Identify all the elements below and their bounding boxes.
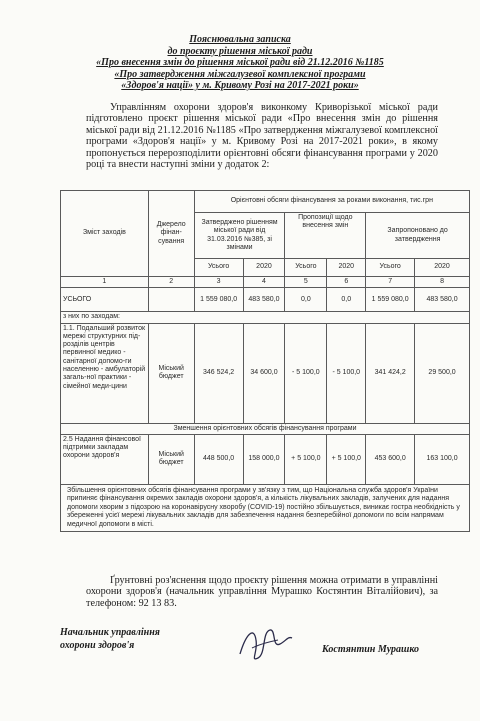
- th-year: 2020: [243, 259, 285, 277]
- table-cell: + 5 100,0: [285, 434, 327, 484]
- table-cell: 163 100,0: [415, 434, 470, 484]
- empty-cell: [148, 288, 194, 312]
- total-label: УСЬОГО: [61, 288, 149, 312]
- source-cell: Міський бюджет: [148, 323, 194, 423]
- title-line-1: Пояснювальна записка: [189, 34, 291, 45]
- table-cell: 29 500,0: [415, 323, 470, 423]
- of-which-caption: з них по заходам:: [61, 312, 470, 323]
- closing-paragraph: Ґрунтовні роз'яснення щодо проєкту рішення можна отримати в управлінні охорони здоров'я (начальник управління Мурашко Костянтин Віталійович), за телефоном: 92 13 83.: [86, 575, 438, 609]
- table-row: [61, 434, 470, 484]
- th-financing-group: Орієнтовні обсяги фінансування за роками виконання, тис.грн: [194, 191, 469, 213]
- table-cell: 448 500,0: [194, 434, 243, 484]
- th-total: Усього: [366, 259, 415, 277]
- table-cell: - 5 100,0: [327, 323, 366, 423]
- th-proposed-change: Пропозиції щодо внесення змін: [285, 213, 366, 259]
- table-cell: 346 524,2: [194, 323, 243, 423]
- th-total: Усього: [194, 259, 243, 277]
- reduction-caption: Зменшення орієнтовних обсягів фінансування програми: [61, 423, 470, 434]
- th-approved: Затверджено рішенням міської ради від 31.03.2016 №385, зі змінами: [194, 213, 285, 259]
- table-row: [61, 288, 470, 312]
- title-line-5: «Здоров'я нації» у м. Кривому Розі на 2017-2021 роки»: [121, 80, 359, 91]
- table-row: [61, 323, 470, 423]
- signer-name: Костянтин Мурашко: [322, 644, 420, 655]
- title-line-3: «Про внесення змін до рішення міської ради від 21.12.2016 №1185: [96, 57, 384, 68]
- intro-paragraph: Управлінням охорони здоров'я виконкому Криворізької міської ради підготовлено проєкт рішення міської ради «Про внесення змін до рішення міської ради від 21.12.2016 №1185 «Про затвердження міжгалузевої комплексної програми «Здоров'я нації» у м. Кривому Розі на 2017-2021 роки», в якому пропонується перерозподілити орієнтовні обсяги фінансування програми у 2020 році та внести наступні зміни у додаток 2:: [86, 102, 438, 171]
- col-number: 7: [366, 277, 415, 288]
- col-number: 3: [194, 277, 243, 288]
- signer-position: [60, 626, 160, 652]
- th-source: Джерело фінан-сування: [148, 191, 194, 277]
- position-line-1: Начальник управління: [60, 627, 160, 638]
- title-line-2: до проєкту рішення міської ради: [167, 45, 313, 57]
- position-line-2: охорони здоров'я: [60, 640, 135, 651]
- table-cell: 158 000,0: [243, 434, 285, 484]
- table-cell: - 5 100,0: [285, 323, 327, 423]
- th-total: Усього: [285, 259, 327, 277]
- measure-2-5: 2.5 Надання фінансової підтримки закладам охорони здоров'я: [61, 434, 149, 484]
- th-year: 2020: [415, 259, 470, 277]
- measure-1-1: 1.1. Подальший розвиток мережі структурних під-розділів центрів первинної медико - санітарної допомо-ги населенню - амбулаторій загаль-ної практики - сімейної меди-цини: [61, 323, 149, 423]
- table-cell: 1 559 080,0: [194, 288, 243, 312]
- col-number: 2: [148, 277, 194, 288]
- table-cell: 34 600,0: [243, 323, 285, 423]
- table-cell: 483 580,0: [243, 288, 285, 312]
- col-number: 1: [61, 277, 149, 288]
- source-cell: Міський бюджет: [148, 434, 194, 484]
- signature-mark: [232, 618, 298, 668]
- title-line-4: «Про затвердження міжгалузевої комплексної програми: [114, 68, 366, 80]
- table-cell: 1 559 080,0: [366, 288, 415, 312]
- table-cell: 341 424,2: [366, 323, 415, 423]
- table-cell: 0,0: [327, 288, 366, 312]
- col-number: 6: [327, 277, 366, 288]
- th-year: 2020: [327, 259, 366, 277]
- table-cell: 0,0: [285, 288, 327, 312]
- col-number: 4: [243, 277, 285, 288]
- th-proposed-approve: Запропоновано до затвердження: [366, 213, 470, 259]
- col-number: 5: [285, 277, 327, 288]
- increase-note: Збільшення орієнтовних обсягів фінансування програми у зв'язку з тим, що Національна служба здоров'я України припиняє фінансування окремих закладів охорони здоров'я, а кількість лікувальних закладів, залучених для надання допомоги хворим з підозрою на коронавірусну хворобу (COVID-19) постійно збільшується, виникає гостра необхідність у збереженні усієї мережі лікувальних закладів для забезпечення надання безперебійної допомоги по всім напрямам медичної допомоги в місті.: [61, 484, 470, 531]
- financing-table: [60, 190, 470, 532]
- table-cell: 483 580,0: [415, 288, 470, 312]
- th-content: Зміст заходів: [61, 191, 149, 277]
- col-number: 8: [415, 277, 470, 288]
- table-cell: 453 600,0: [366, 434, 415, 484]
- table-cell: + 5 100,0: [327, 434, 366, 484]
- doc-title: [0, 34, 480, 92]
